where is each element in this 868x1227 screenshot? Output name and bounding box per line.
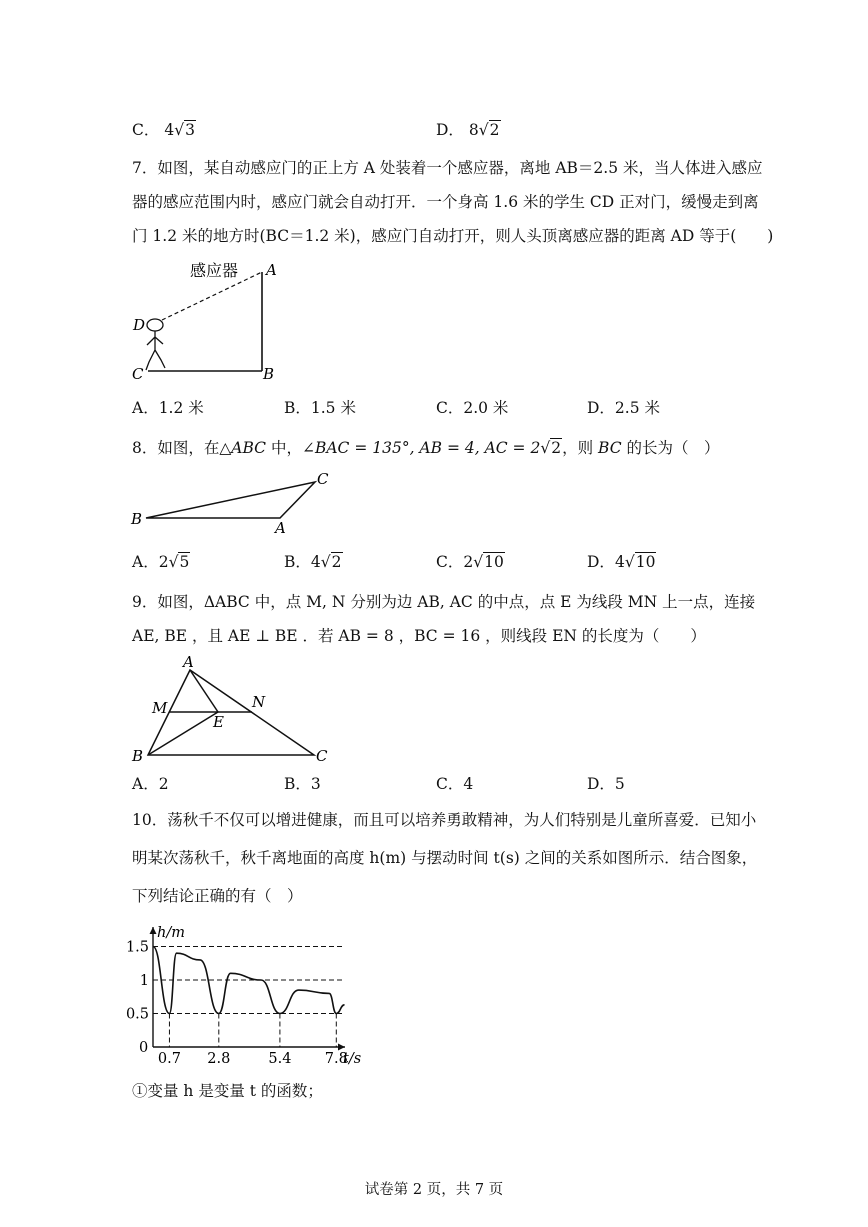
q7-option-a[interactable]: A．1.2 米: [132, 399, 204, 417]
sqrt-sign: √: [478, 121, 489, 139]
q9-line1: 9．如图，ΔABC 中，点 M, N 分别为边 AB, AC 的中点，点 E 为线段 MN 上一点，连接: [132, 593, 756, 611]
option-coef: 2: [158, 553, 169, 571]
q7-line2: 器的感应范围内时，感应门就会自动打开．一个身高 1.6 米的学生 CD 正对门，缓慢走到离: [132, 193, 759, 211]
option-letter: D．: [587, 553, 615, 571]
radicand: 2: [489, 121, 500, 139]
q8-bc: BC: [598, 439, 622, 457]
q8-triangle: △ABC: [219, 439, 267, 457]
label-e: E: [213, 713, 224, 731]
q7-line1: 7．如图，某自动感应门的正上方 A 处装着一个感应器，离地 AB＝2.5 米，当人体进入感应: [132, 159, 763, 177]
option-coef: 4: [310, 553, 321, 571]
label-b: B: [131, 510, 143, 528]
q7-option-c[interactable]: C．2.0 米: [436, 399, 509, 417]
q10-line2: 明某次荡秋千，秋千离地面的高度 h(m) 与摆动时间 t(s) 之间的关系如图所示．结合图象，: [132, 849, 758, 867]
q9-option-c[interactable]: C．4: [436, 775, 474, 793]
sqrt-sign: √: [540, 439, 551, 457]
q8-mid: 中，: [266, 439, 302, 457]
radicand: 3: [185, 121, 195, 139]
q10-line1: 10．荡秋千不仅可以增进健康，而且可以培养勇敢精神，为人们特别是儿童所喜爱．已知小: [132, 811, 757, 829]
q8-end: 的长为（ ）: [621, 439, 720, 457]
radicand: 5: [179, 553, 190, 571]
sqrt-sign: √: [168, 553, 179, 571]
label-m: M: [152, 699, 168, 717]
chart-axes: [150, 927, 346, 1051]
sqrt-sign: √: [624, 553, 635, 571]
y-tick-label: 0.5: [125, 1006, 149, 1023]
radicand: 10: [635, 553, 656, 571]
label-c: C: [132, 365, 144, 383]
option-letter: D．: [436, 121, 464, 139]
q8-conditions: ∠BAC = 135°, AB = 4, AC = 2: [301, 439, 541, 457]
q9-option-d[interactable]: D．5: [587, 775, 625, 793]
q9-option-a[interactable]: A．2: [132, 775, 169, 793]
option-letter: B．: [284, 553, 311, 571]
label-b: B: [132, 747, 144, 765]
label-d: D: [133, 316, 146, 334]
x-tick-label: 5.4: [268, 1051, 292, 1067]
q7-line3: 门 1.2 米的地方时(BC＝1.2 米)，感应门自动打开，则人头顶离感应器的距离 AD 等于( ): [132, 227, 774, 245]
q8-prefix: 8．如图，在: [132, 439, 220, 457]
label-a: A: [183, 653, 194, 671]
option-coef: 4: [164, 121, 175, 139]
label-c: C: [317, 470, 329, 488]
y-axis-arrow: [150, 927, 157, 934]
q10-line3: 下列结论正确的有（ ）: [132, 887, 303, 905]
q7-option-d[interactable]: D．2.5 米: [587, 399, 661, 417]
origin-label: 0: [139, 1040, 149, 1056]
sqrt-sign: √: [320, 553, 331, 571]
q9-line2: AE, BE ，且 AE ⊥ BE ．若 AB = 8 ，BC = 16 ，则线段 EN 的长度为（ ）: [132, 627, 706, 645]
q8-suffix: ，则: [562, 439, 599, 457]
option-letter: A．: [132, 553, 159, 571]
q9-option-b[interactable]: B．3: [284, 775, 321, 793]
option-letter: C．: [436, 553, 464, 571]
x-axis-arrow: [338, 1044, 345, 1051]
radicand: 2: [331, 553, 342, 571]
x-tick-label: 0.7: [157, 1051, 181, 1067]
x-tick-label: 7.8: [324, 1051, 348, 1067]
q10-statement-1: ①变量 h 是变量 t 的函数；: [132, 1082, 323, 1100]
option-coef: 8: [468, 121, 479, 139]
option-coef: 4: [614, 553, 625, 571]
radicand: 2: [551, 439, 562, 457]
radicand: 10: [484, 553, 504, 571]
label-a: A: [266, 261, 277, 279]
sqrt-sign: √: [174, 121, 185, 139]
option-letter: C．: [132, 121, 160, 139]
chart-reference-lines: [153, 947, 343, 1048]
y-tick-label: 1: [139, 973, 149, 989]
q7-option-b[interactable]: B．1.5 米: [284, 399, 356, 417]
option-coef: 2: [463, 553, 474, 571]
label-n: N: [252, 693, 266, 711]
x-axis-label: t/s: [343, 1051, 362, 1067]
label-a: A: [275, 519, 286, 537]
x-tick-label: 2.8: [207, 1051, 231, 1067]
sqrt-sign: √: [473, 553, 484, 571]
sensor-label: 感应器: [190, 261, 239, 280]
page-footer: 试卷第 2 页，共 7 页: [364, 1182, 504, 1198]
y-axis-label: h/m: [157, 925, 185, 941]
y-tick-label: 1.5: [125, 939, 149, 956]
label-c: C: [316, 747, 328, 765]
label-b: B: [263, 365, 275, 383]
